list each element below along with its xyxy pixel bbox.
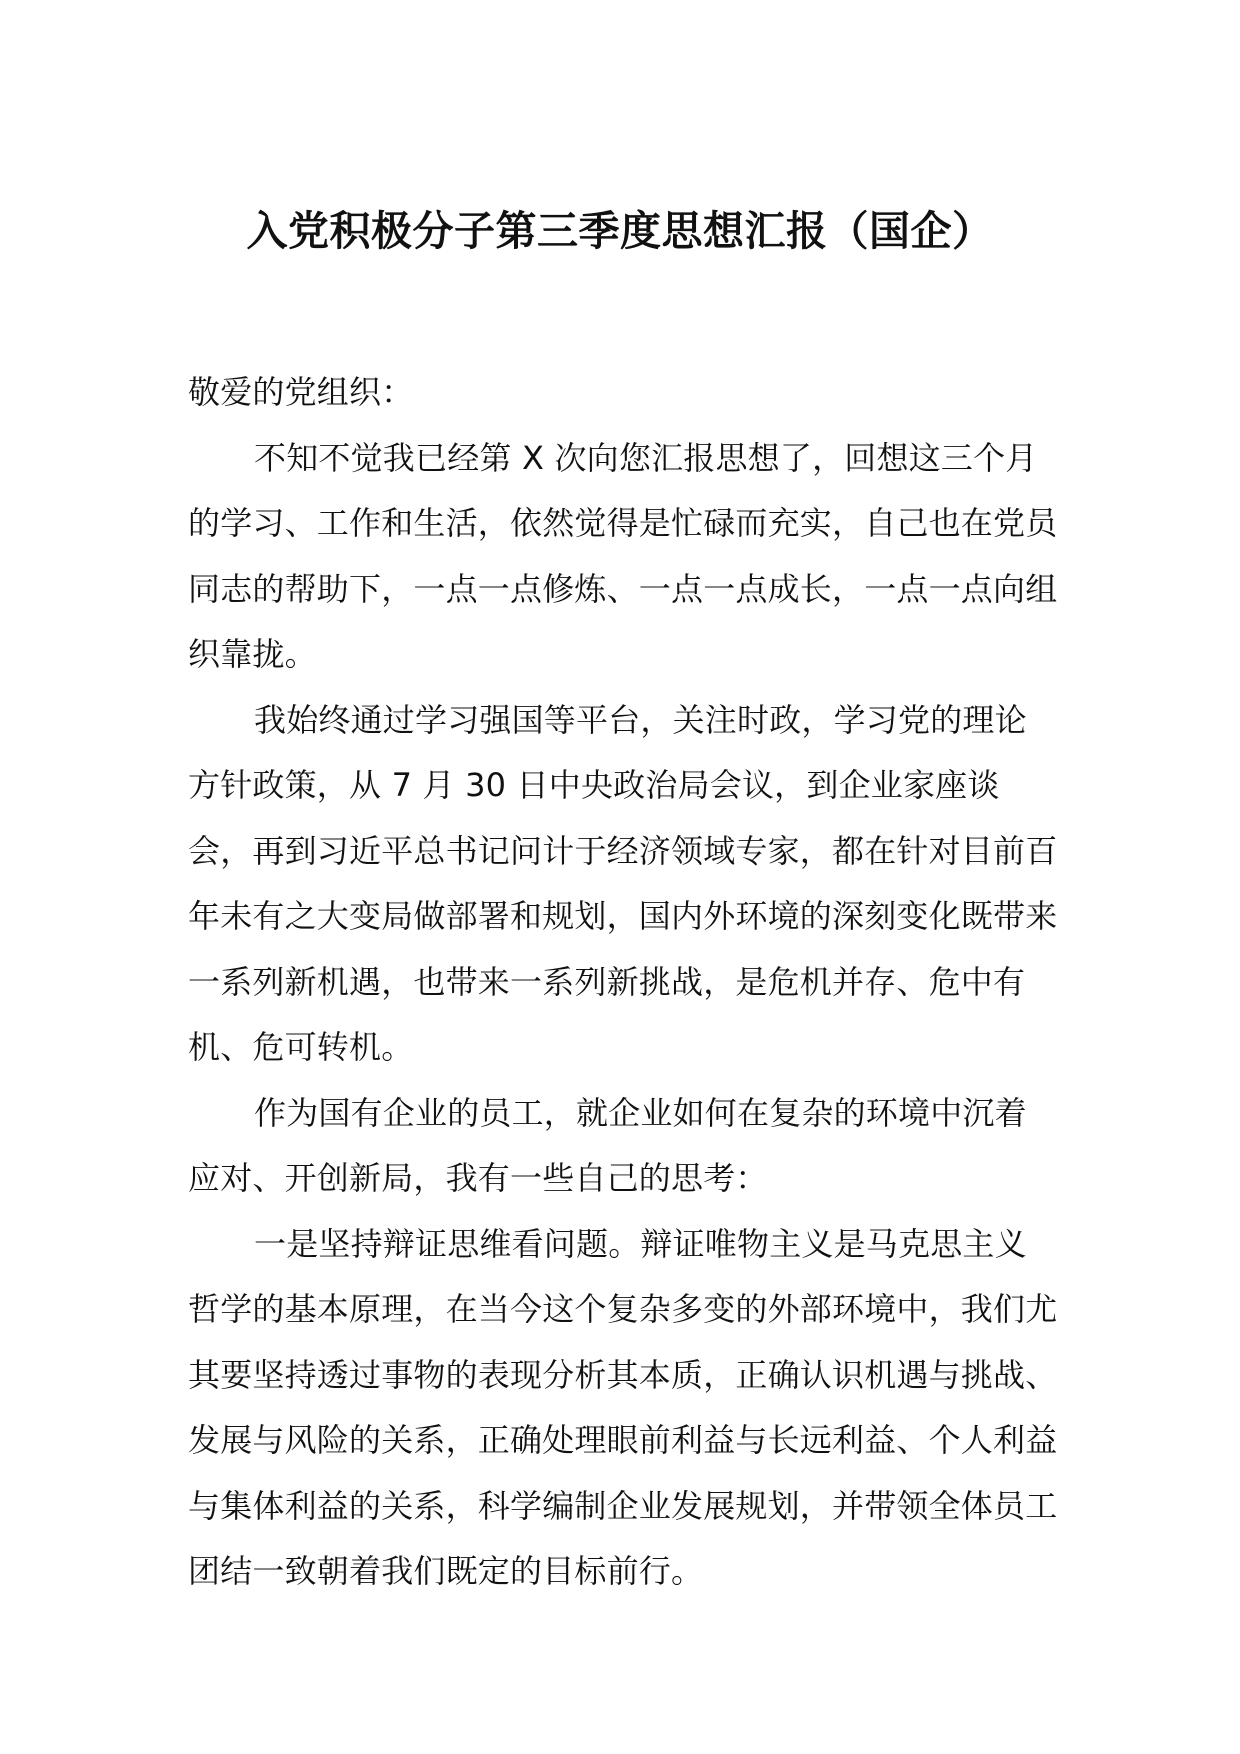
paragraph-2: 我始终通过学习强国等平台，关注时政，学习党的理论方针政策，从 7 月 30 日中央政治局会议，到企业家座谈会，再到习近平总书记问计于经济领域专家，都在针对目前百年未有之大变局做部署和规划，国内外环境的深刻变化既带来一系列新机遇，也带来一系列新挑战，是危机并存、危中有机、危可转机。 xyxy=(188,700,1058,1066)
document-title: 入党积极分子第三季度思想汇报（国企） xyxy=(246,207,994,255)
document-body xyxy=(188,360,1058,1605)
salutation: 敬爱的党组织： xyxy=(188,373,414,411)
paragraph-4: 一是坚持辩证思维看问题。辩证唯物主义是马克思主义哲学的基本原理，在当今这个复杂多变的外部环境中，我们尤其要坚持透过事物的表现分析其本质，正确认识机遇与挑战、发展与风险的关系，正确处理眼前利益与长远利益、个人利益与集体利益的关系，科学编制企业发展规划，并带领全体员工团结一致朝着我们既定的目标前行。 xyxy=(188,1224,1058,1590)
paragraph-3: 作为国有企业的员工，就企业如何在复杂的环境中沉着应对、开创新局，我有一些自己的思考： xyxy=(188,1093,1027,1197)
paragraph-1: 不知不觉我已经第 X 次向您汇报思想了，回想这三个月的学习、工作和生活，依然觉得是忙碌而充实，自己也在党员同志的帮助下，一点一点修炼、一点一点成长，一点一点向组织靠拢。 xyxy=(188,438,1058,673)
